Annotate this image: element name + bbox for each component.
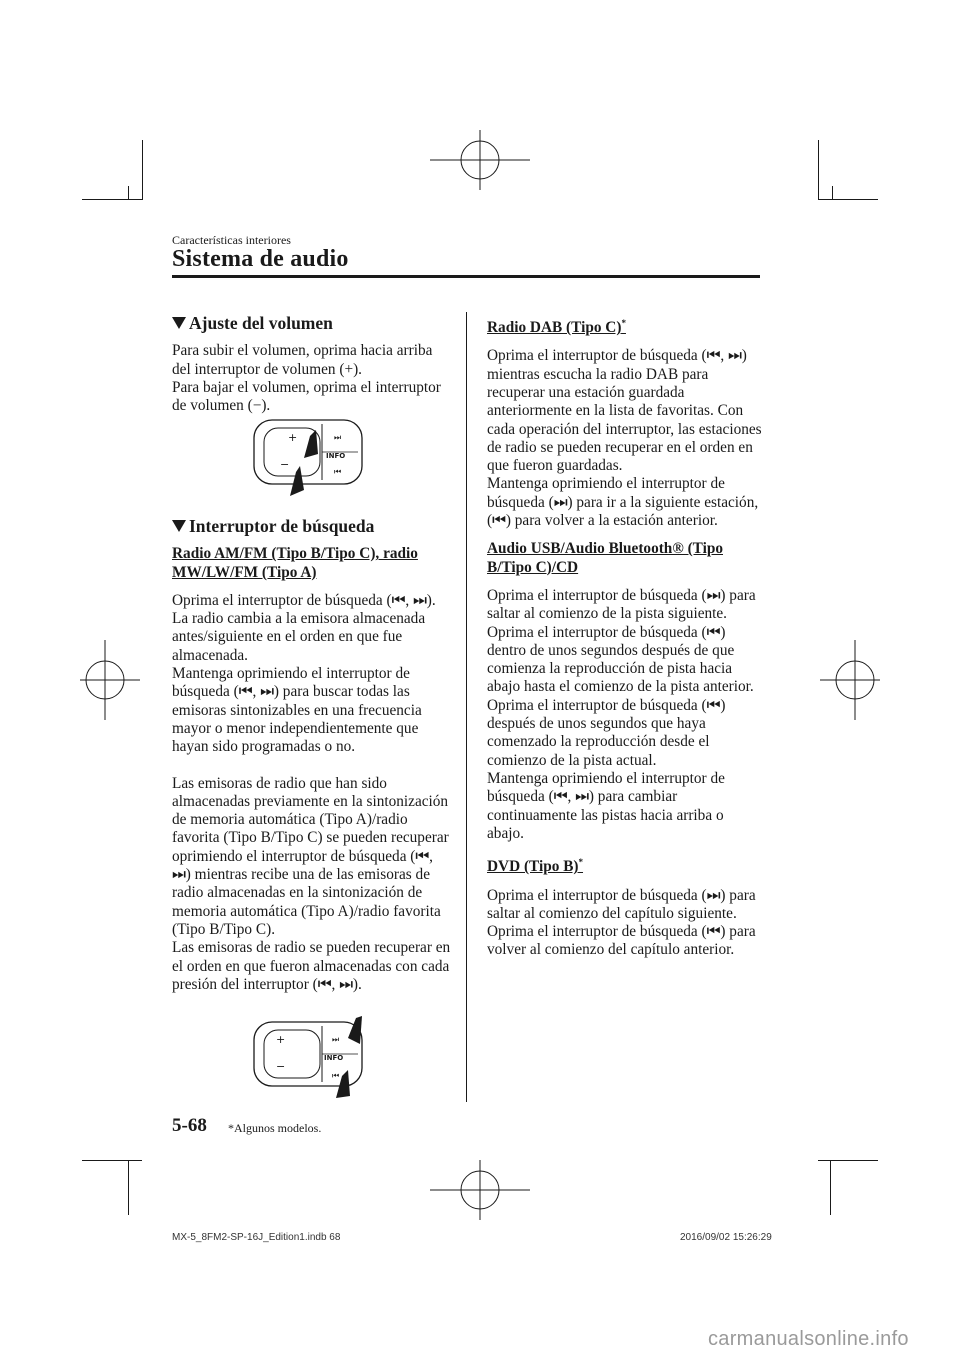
left-column <box>172 314 454 425</box>
subheading-radio: Radio AM/FM (Tipo B/Tipo C), radio MW/LW/FM (Tipo A) <box>172 545 418 581</box>
registration-mark-left <box>80 640 140 720</box>
minus-label: − <box>276 1060 286 1073</box>
left-column-lower <box>172 517 454 1004</box>
next-label: ⏭ <box>334 433 342 442</box>
heading-volume: Ajuste del volumen <box>172 314 454 332</box>
steering-switch-figure-volume <box>252 414 364 496</box>
usb-text: Oprima el interruptor de búsqueda (⏭) para saltar al comienzo de la pista siguiente. Oprima el interruptor de búsqueda (⏮) dentro de unos segundos después de que comienza la reproducción de pista hacia abajo hasta el comienzo de la pista anterior. Oprima el interruptor de búsqueda (⏮) después de unos segundos que haya comenzado la reproducción desde el comienzo de la pista actual. Mantenga oprimiendo el interruptor de búsqueda (⏮, ⏭) para cambiar continuamente las pistas hacia arriba o abajo. <box>487 586 756 842</box>
triangle-bullet-icon <box>172 317 186 329</box>
asterisk-mark: * <box>578 857 584 868</box>
print-date: 2016/09/02 15:26:29 <box>680 1232 772 1243</box>
triangle-bullet-icon <box>172 520 186 532</box>
steering-switch-figure-seek <box>252 1016 364 1098</box>
footnote: *Algunos modelos. <box>228 1121 322 1135</box>
section-label: Características interiores <box>172 233 291 247</box>
prev-label: ⏮ <box>332 1071 340 1080</box>
subheading-dab: Radio DAB (Tipo C)* <box>487 318 626 337</box>
subheading-dvd: DVD (Tipo B)* <box>487 857 584 876</box>
radio-text-1: Oprima el interruptor de búsqueda (⏮, ⏭). La radio cambia a la emisora almacenada antes/siguiente en el orden en que fue almacenada. Mantenga oprimiendo el interruptor de búsqueda (⏮, ⏭) para buscar todas las emisoras sintonizables en una frecuencia mayor o menor independientemente que hayan sido programadas o no. <box>172 591 436 756</box>
dvd-text: Oprima el interruptor de búsqueda (⏭) para saltar al comienzo del capítulo siguiente. Oprima el interruptor de búsqueda (⏮) para volver al comienzo del capítulo anterior. <box>487 886 756 959</box>
plus-label: + <box>276 1033 286 1046</box>
dab-text: Oprima el interruptor de búsqueda (⏮, ⏭) mientras escucha la radio DAB para recuperar una estación guardada anteriormente en la lista de favoritas. Con cada operación del interruptor, las estaciones de radio se pueden recuperar en el orden en que fueron guardadas. Mantenga oprimiendo el interruptor de búsqueda (⏭) para ir a la siguiente estación, (⏮) para volver a la estación anterior. <box>487 347 762 530</box>
prev-label: ⏮ <box>334 467 342 476</box>
watermark: carmanualsonline.info <box>708 1328 909 1350</box>
page-number: 5-68 <box>172 1115 207 1136</box>
subheading-usb: Audio USB/Audio Bluetooth® (Tipo B/Tipo C)/CD <box>487 540 723 576</box>
registration-mark-bottom <box>430 1160 530 1220</box>
header-rule <box>172 275 760 278</box>
minus-label: − <box>280 458 290 471</box>
info-label: INFO <box>326 452 346 460</box>
right-column <box>487 314 762 970</box>
plus-label: + <box>288 431 298 444</box>
registration-mark-top <box>430 130 530 190</box>
column-divider <box>466 312 467 1102</box>
heading-search: Interruptor de búsqueda <box>172 517 454 535</box>
volume-text: Para subir el volumen, oprima hacia arriba del interruptor de volumen (+). Para bajar el volumen, oprima el interruptor de volumen (−). <box>172 342 441 415</box>
page-title: Sistema de audio <box>172 246 349 272</box>
registration-mark-right <box>820 640 880 720</box>
print-file: MX-5_8FM2-SP-16J_Edition1.indb 68 <box>172 1232 341 1243</box>
info-label: INFO <box>324 1054 344 1062</box>
next-label: ⏭ <box>332 1035 340 1044</box>
asterisk-mark: * <box>621 318 626 328</box>
radio-text-2: Las emisoras de radio que han sido almacenadas previamente en la sintonización de memoria automática (Tipo A)/radio favorita (Tipo B/Tipo C) se pueden recuperar oprimiendo el interruptor de búsqueda (⏮, ⏭) mientras recibe una de las emisoras de radio almacenadas en la sintonización de memoria automática (Tipo A)/radio favorita (Tipo B/Tipo C). Las emisoras de radio se pueden recuperar en el orden en que fueron almacenadas con cada presión del interruptor (⏮, ⏭). <box>172 774 451 993</box>
